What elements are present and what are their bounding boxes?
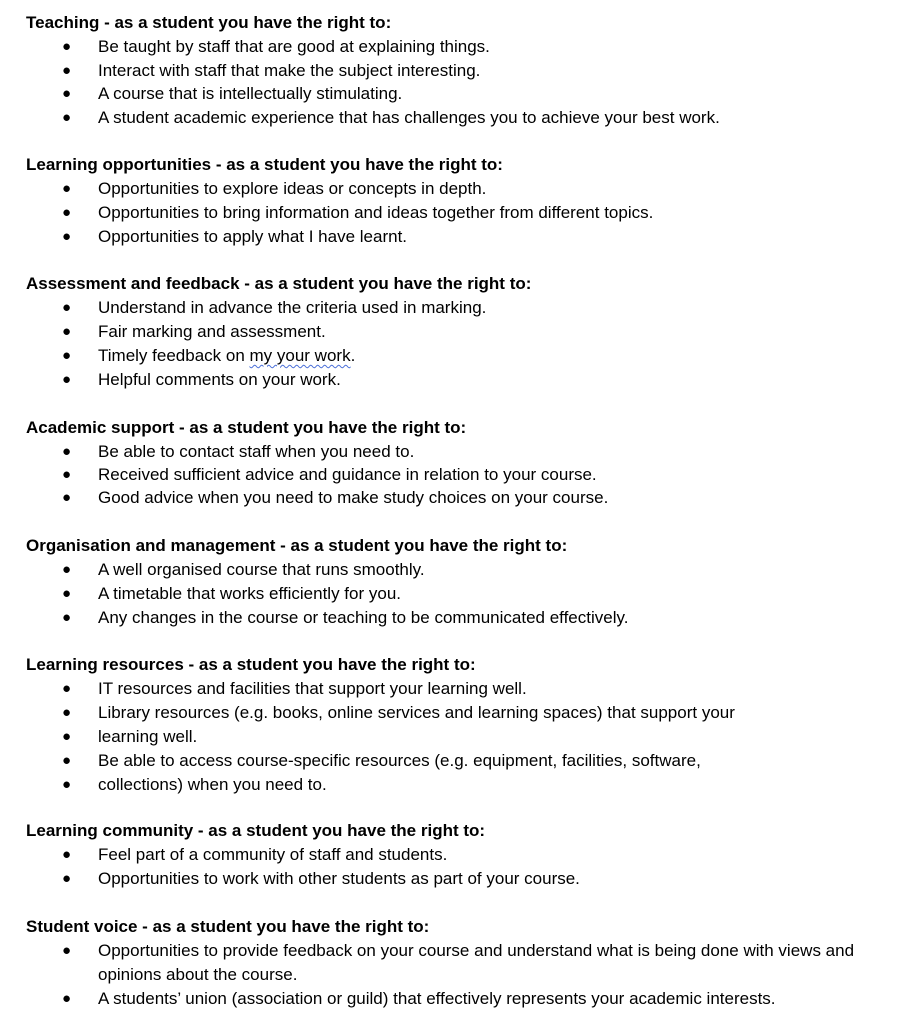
bullet-icon: ● xyxy=(62,228,72,245)
bullet-icon: ● xyxy=(62,443,72,460)
list-item: Received sufficient advice and guidance in relation to your course. xyxy=(98,465,597,484)
bullet-icon: ● xyxy=(62,728,72,745)
bullet-icon: ● xyxy=(62,38,72,55)
list-item: Any changes in the course or teaching to be communicated effectively. xyxy=(98,608,629,627)
bullet-icon: ● xyxy=(62,109,72,126)
bullet-icon: ● xyxy=(62,870,72,887)
bullet-icon: ● xyxy=(62,323,72,340)
section-heading-student-voice: Student voice - as a student you have the right to: xyxy=(26,917,430,936)
section-heading-learning-community: Learning community - as a student you have the right to: xyxy=(26,821,486,840)
list-item: A well organised course that runs smoothly. xyxy=(98,560,425,579)
section-heading-academic-support: Academic support - as a student you have the right to: xyxy=(26,418,467,437)
list-item: Good advice when you need to make study choices on your course. xyxy=(98,488,609,507)
bullet-icon: ● xyxy=(62,347,72,364)
list-item: Opportunities to apply what I have learnt. xyxy=(98,227,408,246)
list-item: A students’ union (association or guild) that effectively represents your academic interests. xyxy=(98,989,776,1008)
list-item: Opportunities to bring information and ideas together from different topics. xyxy=(98,203,654,222)
list-item-text: . xyxy=(350,346,356,365)
list-item: Interact with staff that make the subject interesting. xyxy=(98,61,481,80)
bullet-icon: ● xyxy=(62,85,72,102)
list-item: Feel part of a community of staff and students. xyxy=(98,845,448,864)
bullet-icon: ● xyxy=(62,371,72,388)
bullet-icon: ● xyxy=(62,204,72,221)
bullet-icon: ● xyxy=(62,680,72,697)
spellcheck-flagged-text[interactable]: my your work xyxy=(249,346,351,365)
section-heading-organisation-management: Organisation and management - as a student you have the right to: xyxy=(26,536,568,555)
list-item: learning well. xyxy=(98,727,198,746)
list-item: Opportunities to explore ideas or concepts in depth. xyxy=(98,179,487,198)
bullet-icon: ● xyxy=(62,990,72,1007)
list-item: Understand in advance the criteria used in marking. xyxy=(98,298,487,317)
list-item: A timetable that works efficiently for you. xyxy=(98,584,401,603)
list-item: A course that is intellectually stimulating. xyxy=(98,84,403,103)
bullet-icon: ● xyxy=(62,180,72,197)
bullet-icon: ● xyxy=(62,752,72,769)
list-item: Be able to access course-specific resources (e.g. equipment, facilities, software, xyxy=(98,751,701,770)
bullet-icon: ● xyxy=(62,609,72,626)
list-item: Fair marking and assessment. xyxy=(98,322,326,341)
bullet-icon: ● xyxy=(62,489,72,506)
list-item: Be able to contact staff when you need to. xyxy=(98,442,415,461)
bullet-icon: ● xyxy=(62,299,72,316)
bullet-icon: ● xyxy=(62,704,72,721)
bullet-icon: ● xyxy=(62,561,72,578)
bullet-icon: ● xyxy=(62,62,72,79)
list-item: Opportunities to provide feedback on your course and understand what is being done with views and opinions about the course. xyxy=(98,941,855,984)
list-item: Library resources (e.g. books, online services and learning spaces) that support your xyxy=(98,703,735,722)
section-heading-teaching: Teaching - as a student you have the right to: xyxy=(26,13,392,32)
bullet-icon: ● xyxy=(62,466,72,483)
list-item-text: Timely feedback on xyxy=(98,346,250,365)
list-item: Opportunities to work with other students as part of your course. xyxy=(98,869,580,888)
section-heading-learning-opportunities: Learning opportunities - as a student you have the right to: xyxy=(26,155,503,174)
list-item: Be taught by staff that are good at explaining things. xyxy=(98,37,490,56)
section-heading-learning-resources: Learning resources - as a student you have the right to: xyxy=(26,655,476,674)
bullet-icon: ● xyxy=(62,585,72,602)
bullet-icon: ● xyxy=(62,776,72,793)
bullet-icon: ● xyxy=(62,942,72,959)
list-item: collections) when you need to. xyxy=(98,775,327,794)
section-heading-assessment-feedback: Assessment and feedback - as a student you have the right to: xyxy=(26,274,532,293)
bullet-icon: ● xyxy=(62,846,72,863)
list-item xyxy=(98,344,355,368)
list-item: A student academic experience that has challenges you to achieve your best work. xyxy=(98,108,720,127)
list-item: IT resources and facilities that support your learning well. xyxy=(98,679,527,698)
list-item: Helpful comments on your work. xyxy=(98,370,341,389)
